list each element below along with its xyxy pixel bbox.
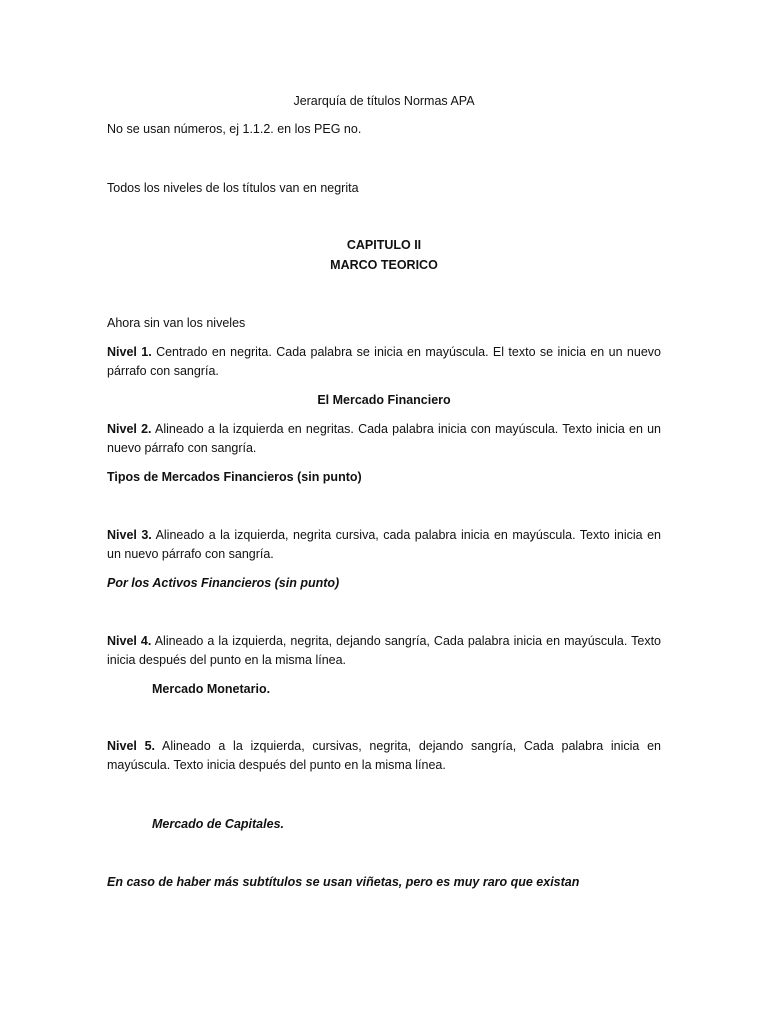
intro-levels: Ahora sin van los niveles xyxy=(107,316,246,330)
level5-text: Alineado a la izquierda, cursivas, negrita, dejando sangría, Cada palabra inicia en mayúscula. Texto inicia después del punto en la misma línea. xyxy=(107,739,661,772)
level4-label: Nivel 4. xyxy=(107,634,152,648)
level1-description xyxy=(107,343,661,381)
chapter-title: MARCO TEORICO xyxy=(330,258,438,272)
level1-label: Nivel 1. xyxy=(107,345,152,359)
level2-description xyxy=(107,420,661,458)
level1-text: Centrado en negrita. Cada palabra se inicia en mayúscula. El texto se inicia en un nuevo párrafo con sangría. xyxy=(107,345,661,378)
closing-note: En caso de haber más subtítulos se usan viñetas, pero es muy raro que existan xyxy=(107,875,580,889)
chapter-label: CAPITULO II xyxy=(346,238,422,252)
level1-example: El Mercado Financiero xyxy=(317,393,451,407)
level3-text: Alineado a la izquierda, negrita cursiva, cada palabra inicia en mayúscula. Texto inicia en un nuevo párrafo con sangría. xyxy=(107,528,661,561)
level2-example: Tipos de Mercados Financieros (sin punto) xyxy=(107,470,362,484)
level4-text: Alineado a la izquierda, negrita, dejando sangría, Cada palabra inicia en mayúscula. Texto inicia después del punto en la misma línea. xyxy=(107,634,661,667)
level5-example: Mercado de Capitales. xyxy=(152,817,284,831)
level5-label: Nivel 5. xyxy=(107,739,156,753)
level2-text: Alineado a la izquierda en negritas. Cada palabra inicia con mayúscula. Texto inicia en un nuevo párrafo con sangría. xyxy=(107,422,661,455)
level4-example: Mercado Monetario. xyxy=(152,682,271,696)
level5-description xyxy=(107,737,661,775)
level3-example: Por los Activos Financieros (sin punto) xyxy=(107,576,340,590)
level3-label: Nivel 3. xyxy=(107,528,152,542)
note-numbers: No se usan números, ej 1.1.2. en los PEG no. xyxy=(107,122,362,136)
level4-description xyxy=(107,632,661,670)
note-bold: Todos los niveles de los títulos van en negrita xyxy=(107,181,359,195)
level3-description xyxy=(107,526,661,564)
level2-label: Nivel 2. xyxy=(107,422,152,436)
document-title: Jerarquía de títulos Normas APA xyxy=(293,94,475,108)
